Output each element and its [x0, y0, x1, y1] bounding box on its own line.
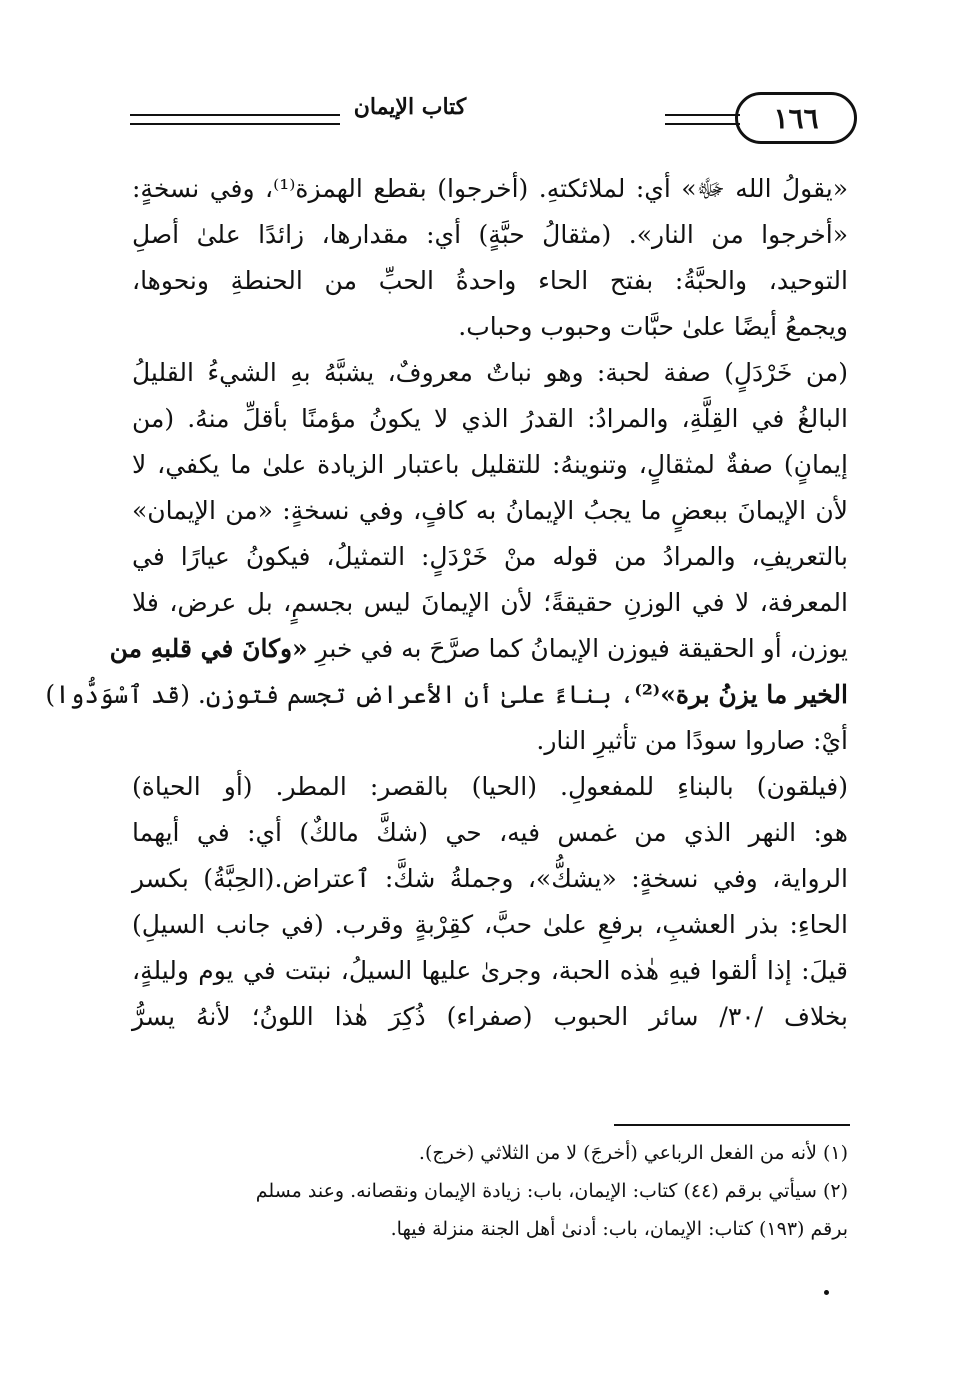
book-title: كتاب الإيمان — [353, 94, 467, 120]
header-rule-left — [130, 114, 340, 125]
page-number-label: ١٦٦ — [773, 101, 819, 135]
text-line: إيمانٍ) صفةٌ لمثقالٍ، وتنوينهُ: للتقليل باعتبار الزيادة علىٰ ما يكفي، لا — [132, 450, 848, 479]
text-line: (من خَرْدَلٍ) صفة لحبة: وهو نباتٌ معروفٌ، يشبَّهُ بهِ الشيءُ القليلُ — [132, 358, 848, 387]
page-number — [735, 92, 857, 144]
footnote: برقم (١٩٣) كتاب: الإيمان، باب: أدنىٰ أهل الجنة منزلة فيها. — [390, 1218, 848, 1240]
text-line — [45, 672, 848, 718]
text-segment: يوزن، أو الحقيقة فيوزن الإيمانُ كما صرَّحَ به في خبرِ — [315, 634, 848, 663]
text-line: الحاءِ: بذر العشبِ، برفعِ علىٰ حبَّ، كقِرْبةٍ وقرب. (في جانب السيلِ) — [132, 910, 848, 939]
text-line: أيْ: صاروا سودًا من تأثيرِ النار. — [536, 726, 848, 755]
stray-dot — [824, 1290, 829, 1295]
footnote: (١) لأنه من الفعل الرباعي (أخرجَ) لا من الثلاثي (خرج). — [418, 1142, 848, 1164]
text-line: بخلاف /٣٠/ سائر الحبوب (صفراء) ذُكِرَ هٰذا اللونُ؛ لأنهُ يسرُّ — [132, 1002, 848, 1031]
header-rule-right — [665, 114, 740, 125]
footnote-separator — [614, 1124, 850, 1126]
text-line: التوحيد، والحبَّةُ: بفتح الحاء واحدةُ الحبِّ من الحنطةِ ونحوها، — [132, 266, 848, 295]
hadith-quote: «وكانَ في قلبهِ من — [109, 634, 308, 663]
text-line: المعرفة، لا في الوزنِ حقيقةً؛ لأن الإيمانَ ليس بجسمٍ، بل عرض، فلا — [132, 588, 848, 617]
text-line — [109, 626, 848, 672]
page-header — [130, 90, 850, 154]
text-line: ويجمعُ أيضًا علىٰ حبَّات وحبوب وحباب. — [458, 312, 848, 341]
footnotes — [120, 1134, 848, 1248]
text-segment: ، بناءً علىٰ أن الأعراض تجسم فتوزن. (قد ٱسْوَدُّوا) — [45, 680, 635, 709]
text-line: هو: النهر الذي من غمس فيه، حي (شكَّ مالكٌ) أي: في أيهما — [132, 818, 848, 847]
hadith-quote: الخير ما يزنُ برة»⁽²⁾ — [634, 680, 848, 709]
main-text — [45, 166, 848, 1040]
text-line: «أخرجوا من النار». (مثقالُ حبَّةٍ) أي: مقدارها، زائدًا علىٰ أصلِ — [132, 220, 848, 249]
text-line: قيلَ: إذا ألقوا فيهِ هٰذه الحبة، وجرىٰ عليها السيلُ، نبتت في يوم وليلةٍ، — [132, 956, 848, 985]
text-line: البالغُ في القِلَّةِ، والمرادُ: القدرُ الذي لا يكونُ مؤمنًا بأقلِّ منهُ. (من — [132, 404, 848, 433]
footnote: (٢) سيأتي برقم (٤٤) كتاب: الإيمان، باب: زيادة الإيمان ونقصانه. وعند مسلم — [255, 1180, 848, 1202]
text-line: (فيلقون) بالبناءِ للمفعولِ. (الحيا) بالقصر: المطر. (أو الحياة) — [132, 772, 848, 801]
text-line: بالتعريفِ، والمرادُ من قوله منْ خَرْدَلٍ: التمثيلُ، فيكونُ عيارًا في — [132, 542, 848, 571]
text-line: «يقولُ الله ﷻ» أي: لملائكتهِ. (أخرجوا) بقطع الهمزة⁽¹⁾، وفي نسخةٍ: — [132, 174, 848, 203]
text-line: الرواية، وفي نسخةٍ: «يشكُّ»، وجملةُ شكَّ: ٱعتراض.(الحِبَّةُ) بكسر — [132, 864, 848, 893]
text-line: لأن الإيمانَ ببعضٍ ما يجبُ الإيمانُ به كافٍ، وفي نسخةٍ: «من الإيمان» — [132, 496, 848, 525]
